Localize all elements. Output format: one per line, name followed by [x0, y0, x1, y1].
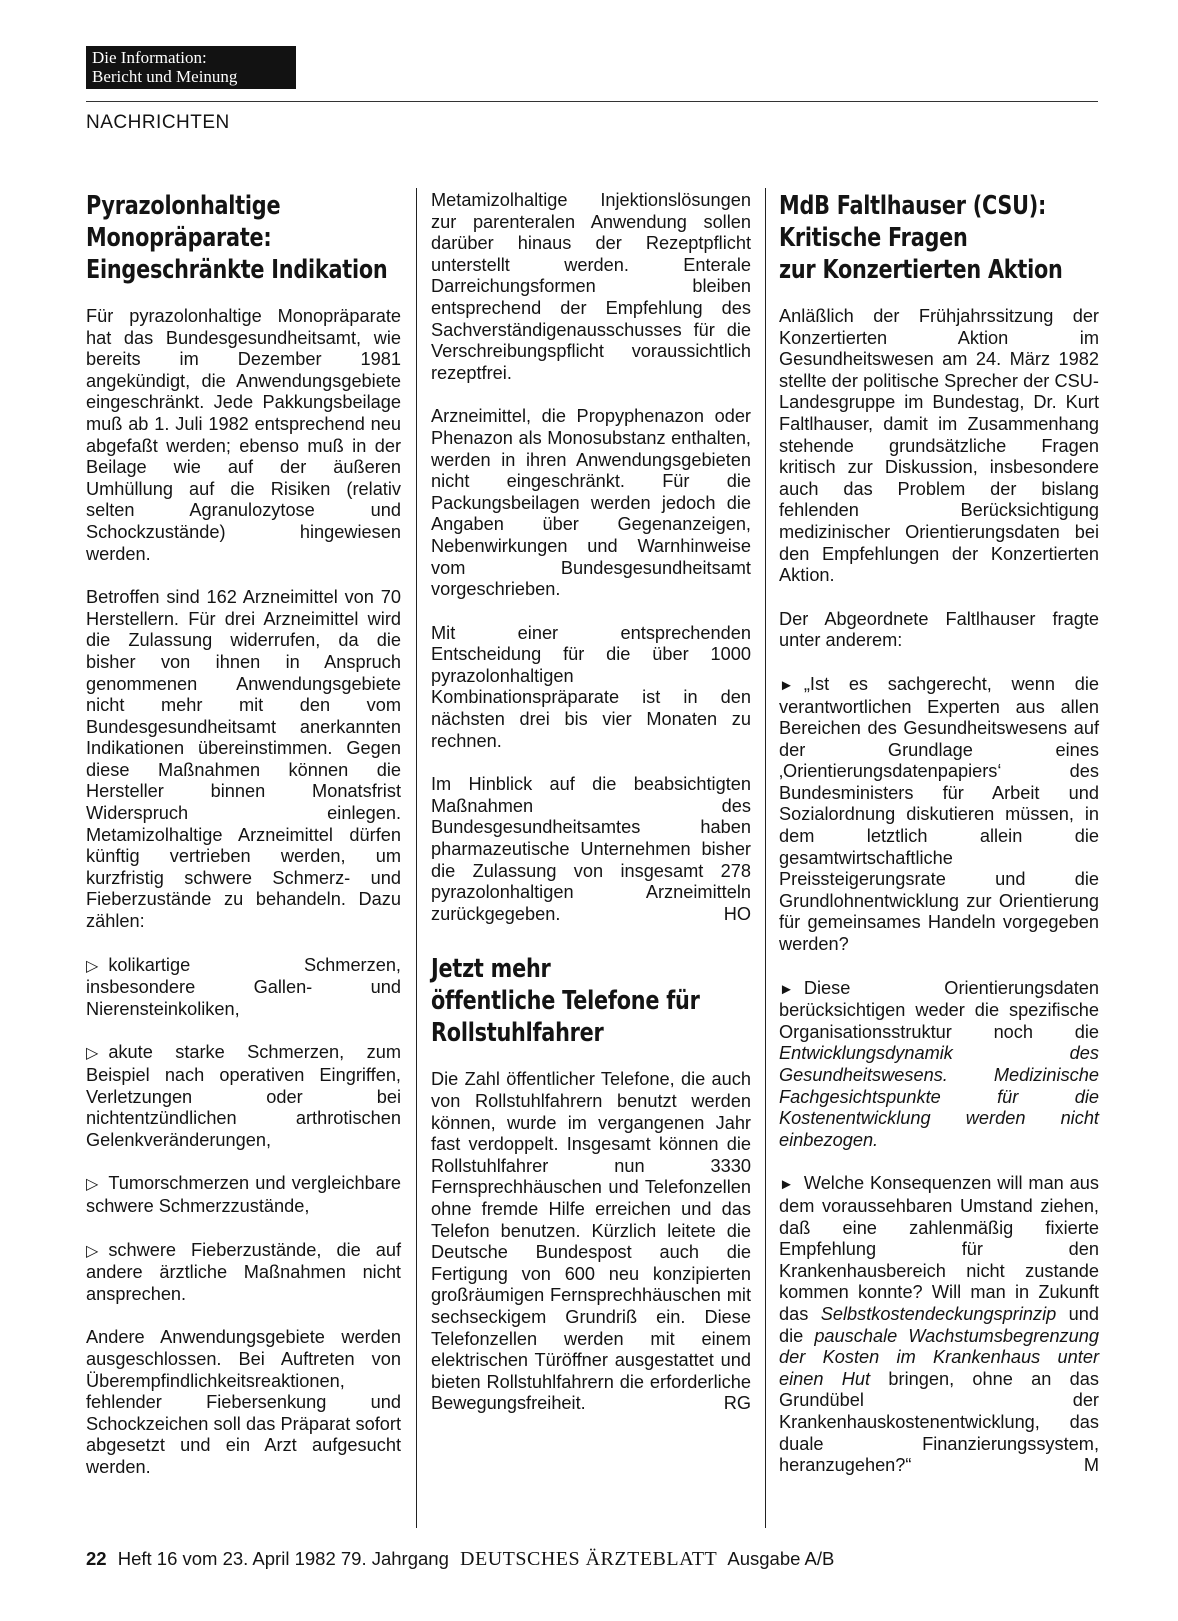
- article3-signature: M: [1083, 1455, 1099, 1476]
- column-divider-1: [416, 188, 417, 1528]
- arrow-bullet-icon: ►: [779, 676, 794, 694]
- article1-headline: Pyrazolonhaltige Monopräparate: Eingeschränkte Indikation: [86, 191, 388, 285]
- arrow-bullet-icon: ►: [779, 980, 794, 998]
- article1-paragraph: Arzneimittel, die Propyphenazon oder Phenazon als Monosubstanz enthalten, werden in ihren Anwendungsgebieten nicht eingeschränkt. Für die Packungsbeilagen werden jedoch die Angaben über Gegenanzeigen, Nebenwirkungen und Warnhinweise vom Bundesgesundheitsamt vorgeschrieben.: [431, 406, 751, 600]
- issue-info: Heft 16 vom 23. April 1982 79. Jahrgang: [117, 1548, 449, 1569]
- masthead: [86, 46, 296, 89]
- column-2: [431, 190, 751, 1437]
- indication-item: ▷ Tumorschmerzen und vergleichbare schwere Schmerzzustände,: [86, 1173, 401, 1216]
- indication-item: ▷ akute starke Schmerzen, zum Beispiel nach operativen Eingriffen, Verletzungen oder bei nichtentzündlichen arthrotischen Gelenkveränderungen,: [86, 1042, 401, 1150]
- article3-headline: MdB Faltlhauser (CSU): Kritische Fragen zur Konzertierten Aktion: [779, 191, 1063, 285]
- masthead-line-1: Die Information:: [92, 48, 207, 67]
- arrow-bullet-icon: ►: [779, 1176, 794, 1194]
- question-item: ► „Ist es sachgerecht, wenn die verantwortlichen Experten aus allen Bereichen des Gesundheitswesens auf der Grundlage eines ‚Orientierungsdatenpapiers‘ des Bundesministers für Arbeit und Sozialordnung diskutieren müssen, in dem letztlich allein die gesamtwirtschaftliche Preissteigerungsrate und die Grundlohnentwicklung zur Orientierung für gemeinsames Handeln vorgegeben werden?: [779, 673, 1099, 955]
- triangle-bullet-icon: ▷: [86, 1176, 99, 1194]
- section-label: NACHRICHTEN: [86, 112, 230, 133]
- journal-name: DEUTSCHES ÄRZTEBLATT: [460, 1548, 718, 1570]
- edition-label: Ausgabe A/B: [727, 1548, 835, 1569]
- indication-item: ▷ kolikartige Schmerzen, insbesondere Gallen- und Nierensteinkoliken,: [86, 954, 401, 1019]
- column-divider-2: [765, 188, 766, 1528]
- article1-signature: HO: [723, 903, 751, 924]
- article2-signature: RG: [723, 1393, 751, 1414]
- indication-item: ▷ schwere Fieberzustände, die auf andere ärztliche Maßnahmen nicht ansprechen.: [86, 1239, 401, 1304]
- triangle-bullet-icon: ▷: [86, 1242, 99, 1260]
- article3-paragraph: Der Abgeordnete Faltlhauser fragte unter anderem:: [779, 608, 1099, 651]
- top-rule: [86, 101, 1098, 102]
- triangle-bullet-icon: ▷: [86, 957, 99, 975]
- column-3: [779, 190, 1099, 1499]
- article2-paragraph: Die Zahl öffentlicher Telefone, die auch von Rollstuhlfahrern benutzt werden können, wurde im vergangenen Jahr fast verdoppelt. Insgesamt können die Rollstuhlfahrer nun 3330 Fernsprechhäuschen und Telefonzellen ohne fremde Hilfe erreichen und das Telefon benutzen. Kürzlich leitete die Deutsche Bundespost auch die Fertigung von 600 neu konzipierten großräumigen Fernsprechhäuschen mit sechseckigem Grundriß ein. Diese Telefonzellen werden mit einem elektrischen Türöffner ausgestattet und bieten Rollstuhlfahrern die erforderliche Bewegungsfreiheit. RG: [431, 1069, 751, 1414]
- article1-paragraph: Im Hinblick auf die beabsichtigten Maßnahmen des Bundesgesundheitsamtes haben pharmazeutische Unternehmen bisher die Zulassung von insgesamt 278 pyrazolonhaltigen Arzneimitteln zurückgegeben. HO: [431, 774, 751, 924]
- article1-paragraph: Betroffen sind 162 Arzneimittel von 70 Herstellern. Für drei Arzneimittel wird die Zulassung widerrufen, da die bisher von ihnen in Anspruch genommenen Anwendungsgebiete nicht mehr mit den vom Bundesgesundheitsamt anerkannten Indikationen übereinstimmen. Gegen diese Maßnahmen können die Hersteller binnen Monatsfrist Widerspruch einlegen. Metamizolhaltige Arzneimittel dürfen künftig vertrieben werden, um kurzfristig schwere Schmerz- und Fieberzustände zu behandeln. Dazu zählen:: [86, 587, 401, 932]
- article1-paragraph: Für pyrazolonhaltige Monopräparate hat das Bundesgesundheitsamt, wie bereits im Dezember 1981 angekündigt, die Anwendungsgebiete eingeschränkt. Jede Pakkungsbeilage muß ab 1. Juli 1982 entsprechend neu abgefaßt werden; ebenso muß in der Beilage wie auf der äußeren Umhüllung auf die Risiken (relativ selten Agranulozytose und Schockzustände) hingewiesen werden.: [86, 306, 401, 564]
- article2-headline: Jetzt mehr öffentliche Telefone für Rollstuhlfahrer: [431, 954, 700, 1049]
- masthead-line-2: Bericht und Meinung: [92, 67, 238, 86]
- article1-paragraph: Mit einer entsprechenden Entscheidung für die über 1000 pyrazolonhaltigen Kombinationspräparate ist in den nächsten drei bis vier Monaten zu rechnen.: [431, 622, 751, 751]
- question-item: ► Welche Konsequenzen will man aus dem voraussehbaren Umstand ziehen, daß eine zahlenmäßig fixierte Empfehlung für den Krankenhausbereich nicht zustande kommen konnte? Will man in Zukunft das Selbstkostendeckungsprinzip und die pauschale Wachstumsbegrenzung der Kosten im Krankenhaus unter einen Hut bringen, ohne an das Grundübel der Krankenhauskostenentwicklung, das duale Finanzierungssystem, heranzugehen?“ M: [779, 1173, 1100, 1476]
- question-item: ► Diese Orientierungsdaten berücksichtigen weder die spezifische Organisationsstruktur noch die Entwicklungsdynamik des Gesundheitswesens. Medizinische Fachgesichtspunkte für die Kostenentwicklung werden nicht einbezogen.: [779, 977, 1099, 1150]
- triangle-bullet-icon: ▷: [86, 1045, 99, 1063]
- page-number: 22: [86, 1548, 107, 1569]
- article1-paragraph: Metamizolhaltige Injektionslösungen zur parenteralen Anwendung sollen darüber hinaus der Rezeptpflicht unterstellt werden. Enterale Darreichungsformen bleiben entsprechend der Empfehlung des Sachverständigenausschusses für die Verschreibungspflicht voraussichtlich rezeptfrei.: [431, 190, 751, 383]
- column-1: [86, 190, 401, 1501]
- article3-paragraph: Anläßlich der Frühjahrssitzung der Konzertierten Aktion im Gesundheitswesen am 24. März 1982 stellte der politische Sprecher der CSU-Landesgruppe im Bundestag, Dr. Kurt Faltlhauser, damit im Zusammenhang stehende grundsätzliche Fragen kritisch zur Diskussion, insbesondere auch das Problem der bislang fehlenden Berücksichtigung medizinischer Orientierungsdaten bei den Empfehlungen der Konzertierten Aktion.: [779, 306, 1099, 586]
- page-footer: [86, 1548, 834, 1571]
- article1-paragraph: Andere Anwendungsgebiete werden ausgeschlossen. Bei Auftreten von Überempfindlichkeitsreaktionen, fehlender Fiebersenkung und Schockzeichen soll das Präparat sofort abgesetzt und ein Arzt aufgesucht werden.: [86, 1327, 401, 1477]
